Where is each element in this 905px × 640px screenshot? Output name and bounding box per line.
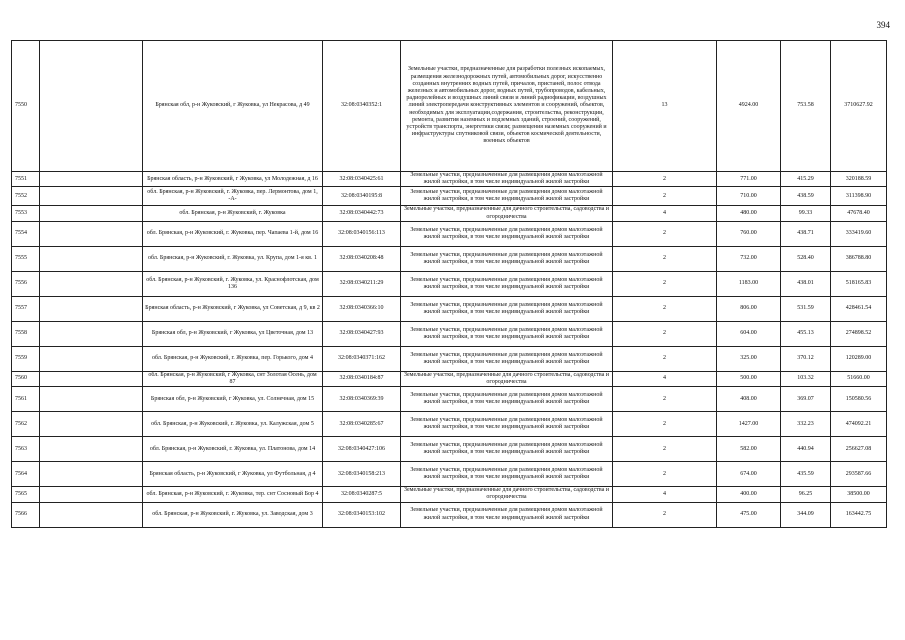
cell-land-use-description: Земельные участки, предназначенные для размещения домов малоэтажной жилой застройки, в том числе индивидуальной жилой застройки [401, 387, 613, 412]
cell-cadastral-number: 32:08:0340158:213 [323, 462, 401, 487]
cell-cadastral-number: 32:08:0340153:102 [323, 502, 401, 527]
cell-category-code: 2 [613, 412, 717, 437]
cell-empty [40, 487, 143, 502]
cell-land-use-description: Земельные участки, предназначенные для размещения домов малоэтажной жилой застройки, в том числе индивидуальной жилой застройки [401, 246, 613, 271]
table-row [12, 206, 887, 221]
cell-cadastral-value: 320188.59 [831, 172, 887, 187]
cell-empty [40, 221, 143, 246]
cell-cadastral-value: 311398.90 [831, 187, 887, 206]
page-number: 394 [876, 20, 890, 30]
cell-empty [40, 371, 143, 386]
cell-area: 4924.00 [717, 41, 781, 172]
cell-cadastral-number: 32:08:0340208:48 [323, 246, 401, 271]
cell-area: 806.00 [717, 296, 781, 321]
cell-address: обл. Брянская, р-н Жуковский, г. Жуковка, ул. Крупа, дом 1-я кв. 1 [143, 246, 323, 271]
cell-cadastral-value: 47678.40 [831, 206, 887, 221]
cell-cadastral-value: 150580.56 [831, 387, 887, 412]
cell-category-code: 2 [613, 172, 717, 187]
table-row [12, 371, 887, 386]
cell-specific-value: 753.58 [781, 41, 831, 172]
cell-empty [40, 412, 143, 437]
cell-cadastral-number: 32:08:0340352:1 [323, 41, 401, 172]
cell-empty [40, 172, 143, 187]
cell-empty [40, 296, 143, 321]
table-row [12, 487, 887, 502]
cell-land-use-description: Земельные участки, предназначенные для размещения домов малоэтажной жилой застройки, в том числе индивидуальной жилой застройки [401, 296, 613, 321]
table-row [12, 221, 887, 246]
cell-empty [40, 387, 143, 412]
cell-empty [40, 187, 143, 206]
cell-area: 710.00 [717, 187, 781, 206]
cell-empty [40, 41, 143, 172]
cell-cadastral-value: 38500.00 [831, 487, 887, 502]
table-body [12, 41, 887, 528]
cell-area: 500.00 [717, 371, 781, 386]
cell-cadastral-number: 32:08:0340211:29 [323, 271, 401, 296]
cell-category-code: 2 [613, 502, 717, 527]
cell-category-code: 13 [613, 41, 717, 172]
table-row [12, 246, 887, 271]
cell-specific-value: 370.12 [781, 346, 831, 371]
cell-address: обл. Брянская, р-н Жуковский, г. Жуковка, ул. Калужская, дом 5 [143, 412, 323, 437]
cell-area: 582.00 [717, 437, 781, 462]
cell-address: обл. Брянская, р-н Жуковский, г. Жуковка [143, 206, 323, 221]
cell-row-number: 7551 [12, 172, 40, 187]
cell-cadastral-value: 3710627.92 [831, 41, 887, 172]
cell-empty [40, 462, 143, 487]
cell-cadastral-value: 474092.21 [831, 412, 887, 437]
table-row [12, 187, 887, 206]
cell-cadastral-value: 51660.00 [831, 371, 887, 386]
cell-row-number: 7566 [12, 502, 40, 527]
cell-address: обл. Брянская, р-н Жуковский, г. Жуковка, ул. Платонова, дом 14 [143, 437, 323, 462]
cell-area: 732.00 [717, 246, 781, 271]
cell-specific-value: 369.07 [781, 387, 831, 412]
cell-area: 325.00 [717, 346, 781, 371]
cell-cadastral-number: 32:08:0340156:113 [323, 221, 401, 246]
table-row [12, 437, 887, 462]
cell-cadastral-number: 32:08:0340442:73 [323, 206, 401, 221]
cell-row-number: 7560 [12, 371, 40, 386]
cell-land-use-description: Земельные участки, предназначенные для разработки полезных ископаемых, размещения железнодорожных путей, автомобильных дорог, искусственно созданных внутренних водных путей, причалов, пристаней, полос отвода железных и автомобильных дорог, водных путей, трубопроводов, кабельных, радиорелейных и воздушных линий связи и линий радиофикации, воздушных линий электропередачи конструктивных элементов и сооружений, объектов, необходимых для эксплуатации,содержания, строительства, реконструкции, ремонта, развития наземных и подземных зданий, строений, сооружений, устройств транспорта, энергетики связи; размещения наземных сооружений и инфраструктуры спутниковой связи, объектов космической деятельности, военных объектов [401, 41, 613, 172]
cell-address: обл. Брянская, р-н Жуковский, г. Жуковка, пер. Горького, дом 4 [143, 346, 323, 371]
cell-row-number: 7556 [12, 271, 40, 296]
cell-area: 760.00 [717, 221, 781, 246]
cell-category-code: 2 [613, 346, 717, 371]
cell-specific-value: 455.13 [781, 321, 831, 346]
table-row [12, 172, 887, 187]
cell-row-number: 7554 [12, 221, 40, 246]
cell-cadastral-number: 32:08:0340285:67 [323, 412, 401, 437]
cell-area: 475.00 [717, 502, 781, 527]
cell-category-code: 2 [613, 221, 717, 246]
cell-area: 674.00 [717, 462, 781, 487]
cell-row-number: 7563 [12, 437, 40, 462]
cell-specific-value: 531.59 [781, 296, 831, 321]
cell-empty [40, 437, 143, 462]
table-row [12, 296, 887, 321]
table-row [12, 321, 887, 346]
cell-area: 771.00 [717, 172, 781, 187]
cell-row-number: 7558 [12, 321, 40, 346]
cell-specific-value: 99.33 [781, 206, 831, 221]
cell-land-use-description: Земельные участки, предназначенные для размещения домов малоэтажной жилой застройки, в том числе индивидуальной жилой застройки [401, 437, 613, 462]
cell-land-use-description: Земельные участки, предназначенные для дачного строительства, садоводства и огородничества [401, 371, 613, 386]
cell-area: 1427.00 [717, 412, 781, 437]
cell-category-code: 2 [613, 187, 717, 206]
cell-address: Брянская обл, р-н Жуковский, г Жуковка, ул Цветочная, дом 13 [143, 321, 323, 346]
cell-address: обл. Брянская, р-н Жуковский, г. Жуковка, пер. Чапаева 1-й, дом 16 [143, 221, 323, 246]
cell-row-number: 7565 [12, 487, 40, 502]
cell-address: обл. Брянская, р-н Жуковский, г. Жуковка, пер. Лермонтова, дом 1, -А- [143, 187, 323, 206]
cell-row-number: 7561 [12, 387, 40, 412]
cell-category-code: 2 [613, 296, 717, 321]
cell-specific-value: 438.71 [781, 221, 831, 246]
cell-specific-value: 332.23 [781, 412, 831, 437]
cell-land-use-description: Земельные участки, предназначенные для размещения домов малоэтажной жилой застройки, в том числе индивидуальной жилой застройки [401, 412, 613, 437]
cell-row-number: 7557 [12, 296, 40, 321]
cell-address: обл. Брянская, р-н Жуковский, г. Жуковка, ул. Краснофлотская, дом 136 [143, 271, 323, 296]
cell-area: 408.00 [717, 387, 781, 412]
cell-cadastral-number: 32:08:0340371:162 [323, 346, 401, 371]
cell-cadastral-number: 32:08:0340427:106 [323, 437, 401, 462]
cell-cadastral-number: 32:08:0340184:87 [323, 371, 401, 386]
cell-land-use-description: Земельные участки, предназначенные для размещения домов малоэтажной жилой застройки, в том числе индивидуальной жилой застройки [401, 172, 613, 187]
land-registry-table [11, 40, 887, 528]
cell-empty [40, 321, 143, 346]
cell-specific-value: 103.32 [781, 371, 831, 386]
cell-address: обл. Брянская, р-н Жуковский, г. Жуковка, тер. снт Сосновый Бор 4 [143, 487, 323, 502]
cell-cadastral-value: 120289.00 [831, 346, 887, 371]
cell-category-code: 2 [613, 387, 717, 412]
cell-specific-value: 435.59 [781, 462, 831, 487]
cell-row-number: 7550 [12, 41, 40, 172]
cell-land-use-description: Земельные участки, предназначенные для размещения домов малоэтажной жилой застройки, в том числе индивидуальной жилой застройки [401, 462, 613, 487]
cell-area: 400.00 [717, 487, 781, 502]
table-row [12, 412, 887, 437]
cell-cadastral-value: 428461.54 [831, 296, 887, 321]
cell-category-code: 2 [613, 271, 717, 296]
cell-empty [40, 206, 143, 221]
table-row [12, 271, 887, 296]
cell-specific-value: 438.01 [781, 271, 831, 296]
cell-specific-value: 440.94 [781, 437, 831, 462]
table-row [12, 387, 887, 412]
cell-category-code: 2 [613, 437, 717, 462]
cell-address: Брянская область, р-н Жуковский, г Жуковка, ул Советская, д 9, кв 2 [143, 296, 323, 321]
cell-address: Брянская обл, р-н Жуковский, г Жуковка, ул. Солнечная, дом 15 [143, 387, 323, 412]
cell-specific-value: 344.09 [781, 502, 831, 527]
cell-specific-value: 96.25 [781, 487, 831, 502]
cell-cadastral-value: 274898.52 [831, 321, 887, 346]
cell-row-number: 7562 [12, 412, 40, 437]
cell-row-number: 7564 [12, 462, 40, 487]
cell-cadastral-number: 32:08:0340425:61 [323, 172, 401, 187]
cell-empty [40, 246, 143, 271]
table-row [12, 346, 887, 371]
cell-empty [40, 502, 143, 527]
cell-cadastral-number: 32:08:0340366:10 [323, 296, 401, 321]
cell-address: Брянская область, р-н Жуковский, г Жуковка, ул Молодежная, д 16 [143, 172, 323, 187]
cell-cadastral-value: 256627.08 [831, 437, 887, 462]
cell-cadastral-value: 333419.60 [831, 221, 887, 246]
cell-row-number: 7555 [12, 246, 40, 271]
cell-area: 604.00 [717, 321, 781, 346]
cell-category-code: 2 [613, 462, 717, 487]
cell-land-use-description: Земельные участки, предназначенные для дачного строительства, садоводства и огородничества [401, 487, 613, 502]
cell-cadastral-value: 386788.80 [831, 246, 887, 271]
cell-land-use-description: Земельные участки, предназначенные для размещения домов малоэтажной жилой застройки, в том числе индивидуальной жилой застройки [401, 346, 613, 371]
cell-cadastral-number: 32:08:0340195:8 [323, 187, 401, 206]
cell-cadastral-number: 32:08:0340427:93 [323, 321, 401, 346]
cell-empty [40, 271, 143, 296]
cell-category-code: 4 [613, 487, 717, 502]
cell-address: обл. Брянская, р-н Жуковский, г Жуковка, снт Золотая Осень, дом 87 [143, 371, 323, 386]
cell-specific-value: 415.29 [781, 172, 831, 187]
cell-land-use-description: Земельные участки, предназначенные для размещения домов малоэтажной жилой застройки, в том числе индивидуальной жилой застройки [401, 502, 613, 527]
cell-cadastral-value: 163442.75 [831, 502, 887, 527]
cell-empty [40, 346, 143, 371]
cell-specific-value: 438.59 [781, 187, 831, 206]
cell-cadastral-number: 32:08:0340369:39 [323, 387, 401, 412]
cell-land-use-description: Земельные участки, предназначенные для размещения домов малоэтажной жилой застройки, в том числе индивидуальной жилой застройки [401, 321, 613, 346]
cell-specific-value: 528.40 [781, 246, 831, 271]
cell-land-use-description: Земельные участки, предназначенные для размещения домов малоэтажной жилой застройки, в том числе индивидуальной жилой застройки [401, 221, 613, 246]
cell-category-code: 2 [613, 321, 717, 346]
cell-land-use-description: Земельные участки, предназначенные для размещения домов малоэтажной жилой застройки, в том числе индивидуальной жилой застройки [401, 271, 613, 296]
cell-cadastral-value: 293587.66 [831, 462, 887, 487]
cell-row-number: 7553 [12, 206, 40, 221]
cell-land-use-description: Земельные участки, предназначенные для дачного строительства, садоводства и огородничества [401, 206, 613, 221]
cell-category-code: 2 [613, 246, 717, 271]
cell-cadastral-number: 32:08:0340287:5 [323, 487, 401, 502]
cell-area: 1183.00 [717, 271, 781, 296]
cell-land-use-description: Земельные участки, предназначенные для размещения домов малоэтажной жилой застройки, в том числе индивидуальной жилой застройки [401, 187, 613, 206]
cell-category-code: 4 [613, 371, 717, 386]
table-row [12, 41, 887, 172]
cell-address: Брянская обл, р-н Жуковский, г Жуковка, ул Некрасова, д 49 [143, 41, 323, 172]
table-row [12, 502, 887, 527]
cell-address: Брянская область, р-н Жуковский, г Жуковка, ул Футбольная, д 4 [143, 462, 323, 487]
cell-cadastral-value: 518165.83 [831, 271, 887, 296]
cell-row-number: 7552 [12, 187, 40, 206]
cell-category-code: 4 [613, 206, 717, 221]
cell-row-number: 7559 [12, 346, 40, 371]
table-row [12, 462, 887, 487]
cell-address: обл. Брянская, р-н Жуковский, г. Жуковка, ул. Заводская, дом 3 [143, 502, 323, 527]
cell-area: 480.00 [717, 206, 781, 221]
